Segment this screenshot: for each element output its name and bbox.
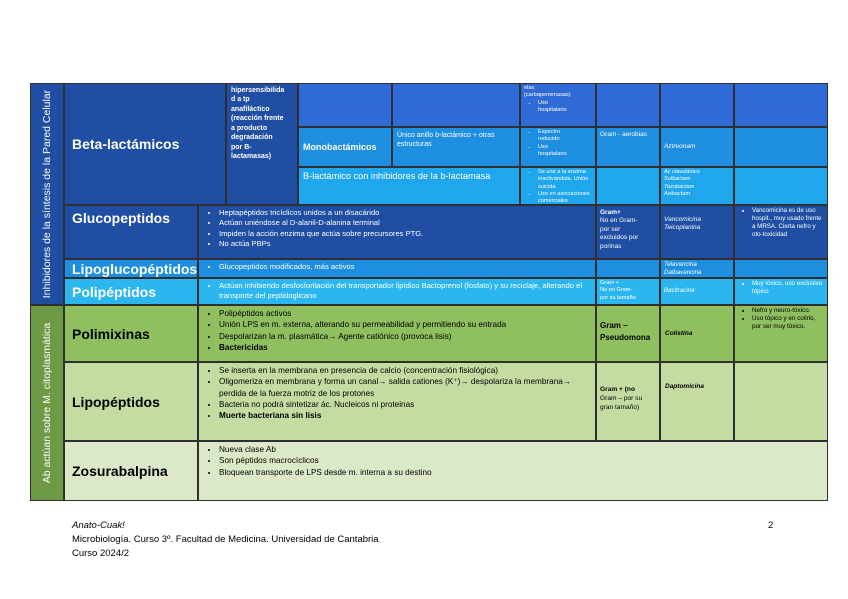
drug-text: Vancomicina [664, 216, 701, 223]
carbapenem-spectrum [596, 83, 660, 127]
note-text: • Muy tóxico, uso exclusivo tópico [752, 280, 824, 296]
inhibitor-combo-drugs [660, 167, 734, 205]
beta-lactam-effect [226, 83, 298, 205]
mechanism-bullet: • Actúan inhibiendo desfosforilación del transportador lipídico Bactoprenol (fosfato) y su reciclaje, alterando el transporte del peptidoglicano [219, 281, 589, 302]
effect-line: a producto [231, 124, 268, 132]
spectrum-text: por ser [600, 225, 621, 233]
footer-year-line: Curso 2024/2 [72, 548, 130, 559]
mechanism-bullet: • Glucopeptidos modificados, más activos [219, 262, 589, 272]
note-text: • Vancomicina es de uso hospit., muy usado frente a MRSA. Cierta nefro y oto-toxicidad [752, 207, 824, 239]
note-text: • Uso [538, 144, 592, 151]
lipopeptide-name-text: Lipopéptidos [72, 393, 160, 410]
spectrum-text: Gram – [600, 321, 628, 330]
inhibitor-combo-name [298, 167, 520, 205]
carbapenem-name-cont [298, 83, 392, 127]
polymyxin-name [64, 305, 198, 362]
inhibitor-combo-notes [520, 167, 596, 205]
effect-line: degradación [231, 134, 273, 142]
spectrum-text: Gram – por su [600, 395, 643, 403]
lipoglycopeptide-drugs [660, 259, 734, 278]
mechanism-bullet: • No actúa PBPs [219, 239, 589, 249]
effect-line: d a tp [231, 96, 250, 104]
polypeptide-drug-text: Bacitracina [664, 287, 695, 295]
polypeptide-drug [660, 278, 734, 305]
effect-line: por B- [231, 143, 252, 151]
drug-text: Telavancina [664, 261, 697, 268]
note-text: hospitalario [538, 150, 567, 157]
note-text: hospitalario [538, 106, 567, 113]
mechanism-bullet: • Despolarizan la m. plasmática→ Agente catiónico (provoca lisis) [219, 331, 589, 342]
spectrum-text: excluidos por [600, 234, 639, 242]
polymyxin-drug [660, 305, 734, 362]
mechanism-bullet: • Bactericidas [219, 342, 589, 353]
lipopeptide-name [64, 362, 198, 441]
glucopeptide-name-text: Glucopeptidos [72, 210, 170, 226]
note-text: • Nefro y neuro-tóxico. [752, 307, 824, 315]
footer-brand: Anato-Cuak! [72, 520, 125, 531]
note-text: reducido [538, 136, 560, 143]
mechanism-bullet: • Polipéptidos activos [219, 308, 589, 319]
monobactam-notes [520, 127, 596, 167]
mechanism-bullet: • Oligomeriza en membrana y forma un canal→ salida cationes (K⁺)→ despolariza la membrana→ perdida de la fuerza motriz de los protones [219, 376, 589, 399]
monobactam-spectrum-text: Gram - aerobias [600, 131, 647, 138]
monobactam-drug [660, 127, 734, 167]
polymyxin-mechanism [198, 305, 596, 362]
mechanism-bullet: • Son péptidos macrocíclicos [219, 455, 821, 466]
lipopeptide-drug [660, 362, 734, 441]
mechanism-bullet: • Muerte bacteriana sin lisis [219, 410, 589, 421]
note-text: • Uso tópico y en colirio, por ser muy tóxico. [752, 315, 824, 331]
lipopeptide-mechanism [198, 362, 596, 441]
mechanism-bullet: • Bloquean transporte de LPS desde m. interna a su destino [219, 467, 821, 478]
mechanism-bullet: • Actúan uniéndose al D-alanil-D-alanina terminal [219, 218, 589, 228]
beta-lactam-name [64, 83, 226, 205]
mechanism-bullet: • Impiden la acción enzima que actúa sobre precursores PTG. [219, 229, 589, 239]
note-text: • Espectro [538, 129, 592, 136]
effect-line: anafiláctico [231, 105, 270, 113]
carbapenem-drugs [660, 83, 734, 127]
monobactam-extra [734, 127, 828, 167]
page-number: 2 [768, 520, 774, 531]
monobactam-drug-text: Aztreonam [664, 142, 696, 150]
polypeptide-name-text: Polipéptidos [72, 283, 156, 300]
note-text: • Uso en asociaciones comerciales [538, 191, 592, 205]
spectrum-text: Gram + [600, 280, 619, 286]
lipoglycopeptide-spectrum [596, 259, 660, 278]
lipoglycopeptide-name [64, 259, 198, 278]
zosurabalpin-name [64, 441, 198, 501]
beta-lactam-name-text: Beta-lactámicos [72, 136, 180, 152]
glucopeptide-drugs [660, 205, 734, 259]
mechanism-bullet: • Bacteria no podrá sintetizar ác. Nucleicos ni proteinas [219, 399, 589, 410]
drug-text: Sulbactam [664, 176, 691, 183]
monobactam-desc-text: Único anillo b-lactámico + otras estructuras [397, 132, 495, 149]
inhibitor-combo-extra [734, 167, 828, 205]
spectrum-text: gran tamaño) [600, 404, 640, 412]
carbapenem-extra [734, 83, 828, 127]
inhibitor-combo-name-text: B-lactámico con inhibidores de la b-lactamasa [303, 171, 491, 181]
effect-line: hipersensibilida [231, 87, 285, 94]
cell-wall-group-text: Inhibidores de la síntesis de la Pared Celular [41, 89, 53, 299]
carbapenem-notes [520, 83, 596, 127]
lipopeptide-extra [734, 362, 828, 441]
mechanism-bullet: • Se inserta en la membrana en presencia de calcio (concentración fisiológica) [219, 365, 589, 376]
polymyxin-notes [734, 305, 828, 362]
glucopeptide-name [64, 205, 198, 259]
spectrum-text: porinas [600, 242, 622, 250]
note-text: (carbapenemasas) [524, 92, 571, 99]
lipoglycopeptide-name-text: Lipoglucopéptidos [72, 260, 198, 277]
membrane-group-label [30, 305, 64, 501]
glucopeptide-notes [734, 205, 828, 259]
polypeptide-spectrum [596, 278, 660, 305]
zosurabalpin-mechanism [198, 441, 828, 501]
glucopeptide-mechanism [198, 205, 596, 259]
drug-text: Ac clavulánico [664, 169, 700, 175]
polypeptide-notes [734, 278, 828, 305]
polymyxin-name-text: Polimixinas [72, 325, 150, 342]
monobactam-desc [392, 127, 520, 167]
lipopeptide-spectrum [596, 362, 660, 441]
effect-line: lactamasas) [231, 153, 272, 161]
lipopeptide-drug-text: Daptomicina [665, 383, 705, 390]
drug-text: Dalbavancina [664, 269, 702, 277]
mechanism-bullet: • Unión LPS en m. externa, alterando su permeabilidad y permitiendo su entrada [219, 319, 589, 330]
spectrum-text: Pseudomona [600, 333, 651, 342]
polypeptide-mechanism [198, 278, 596, 305]
cell-wall-group-label [30, 83, 64, 305]
note-text: elas [524, 85, 535, 91]
membrane-group-text: Ab actúan sobre M. citoplasmática [41, 322, 53, 484]
note-text: • Se une a la enzima inactivándola. Unión suicida. [538, 169, 592, 191]
spectrum-text: Gram+ [600, 209, 621, 216]
mechanism-bullet: • Nueva clase Ab [219, 444, 821, 455]
polypeptide-name [64, 278, 198, 305]
monobactam-spectrum [596, 127, 660, 167]
lipoglycopeptide-mechanism [198, 259, 596, 278]
mechanism-bullet: • Heptapéptidos tricíclicos unidos a un disacárido [219, 208, 589, 218]
drug-text: Avibactam [664, 190, 691, 197]
spectrum-text: por su tamaño [600, 294, 636, 301]
monobactam-name-text: Monobactámicos [303, 142, 377, 152]
effect-line: (reacción frente [231, 115, 284, 123]
carbapenem-desc-cont [392, 83, 520, 127]
drug-text: Tazobactam [664, 183, 695, 190]
inhibitor-combo-spectrum [596, 167, 660, 205]
footer-course-line: Microbiología. Curso 3º. Facultad de Medicina. Universidad de Cantabria [72, 534, 379, 545]
monobactam-name [298, 127, 392, 167]
polymyxin-drug-text: Colistina [665, 330, 693, 337]
polymyxin-spectrum [596, 305, 660, 362]
spectrum-text: No en Gram- [600, 217, 638, 225]
zosurabalpin-name-text: Zosurabalpina [72, 463, 168, 479]
note-text: • Uso [538, 100, 592, 107]
spectrum-text: Gram + (no [600, 386, 635, 393]
lipoglycopeptide-extra [734, 259, 828, 278]
spectrum-text: No en Gram- [600, 287, 633, 294]
glucopeptide-spectrum [596, 205, 660, 259]
drug-text: Teicoplanina [664, 224, 701, 232]
